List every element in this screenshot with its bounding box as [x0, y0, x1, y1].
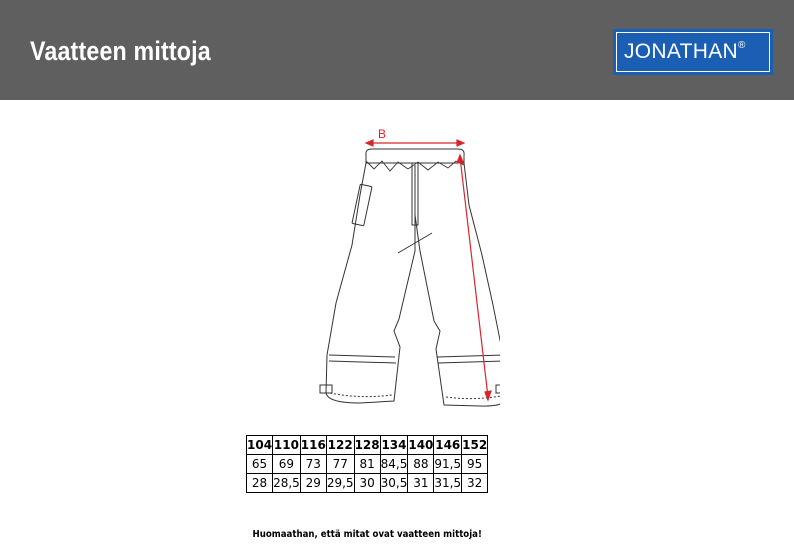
waist-cell: 31,5 — [434, 474, 462, 493]
table-header-row — [247, 436, 488, 455]
registered-mark: ® — [738, 40, 746, 51]
length-cell: 88 — [408, 455, 434, 474]
waist-cell: 29 — [300, 474, 326, 493]
page-title: Vaatteen mittoja — [30, 36, 211, 66]
waist-cell: 30,5 — [380, 474, 408, 493]
brand-name: JONATHAN — [624, 40, 739, 63]
length-cell: 91,5 — [434, 455, 462, 474]
length-cell: 69 — [273, 455, 301, 474]
table-row — [247, 474, 488, 493]
size-cell: 110 — [273, 436, 301, 455]
size-cell: 146 — [434, 436, 462, 455]
brand-logo — [613, 29, 773, 75]
size-cell: 116 — [300, 436, 326, 455]
size-cell: 128 — [354, 436, 380, 455]
left-leg-outline — [326, 163, 415, 403]
measure-b-arrow-right — [457, 140, 464, 146]
waist-cell: 29,5 — [326, 474, 354, 493]
waist-cell: 30 — [354, 474, 380, 493]
waist-cell: 31 — [408, 474, 434, 493]
footer-note: Huomaathan, että mitat ovat vaatteen mittoja! — [252, 529, 482, 540]
brand-logo-frame — [616, 32, 770, 72]
right-leg-outline — [415, 163, 500, 406]
size-cell: 122 — [326, 436, 354, 455]
length-cell: 84,5 — [380, 455, 408, 474]
left-reflective-band — [329, 355, 396, 363]
length-cell: 95 — [462, 455, 488, 474]
pants-icon — [300, 125, 500, 415]
measure-a-arrow-top — [457, 155, 463, 163]
side-pocket — [352, 184, 372, 226]
length-cell: 65 — [247, 455, 273, 474]
size-cell: 152 — [462, 436, 488, 455]
waist-cell: 32 — [462, 474, 488, 493]
waist-cell: 28,5 — [273, 474, 301, 493]
size-cell: 104 — [247, 436, 273, 455]
waist-cell: 28 — [247, 474, 273, 493]
waistband-outline — [366, 149, 464, 163]
table-row — [247, 455, 488, 474]
length-cell: 73 — [300, 455, 326, 474]
measure-b-arrow-left — [366, 140, 373, 146]
right-hem-stitch — [446, 395, 500, 399]
measure-a-arrow-bottom — [485, 391, 491, 400]
right-reflective-band — [437, 355, 500, 363]
measure-b-label: B — [378, 127, 387, 141]
length-cell: 77 — [326, 455, 354, 474]
size-cell: 134 — [380, 436, 408, 455]
size-cell: 140 — [408, 436, 434, 455]
right-hem-tab — [496, 385, 500, 393]
length-cell: 81 — [354, 455, 380, 474]
header-bar — [0, 0, 794, 100]
measure-a-line — [460, 157, 488, 397]
size-table — [246, 435, 488, 493]
left-hem-stitch — [330, 393, 392, 397]
